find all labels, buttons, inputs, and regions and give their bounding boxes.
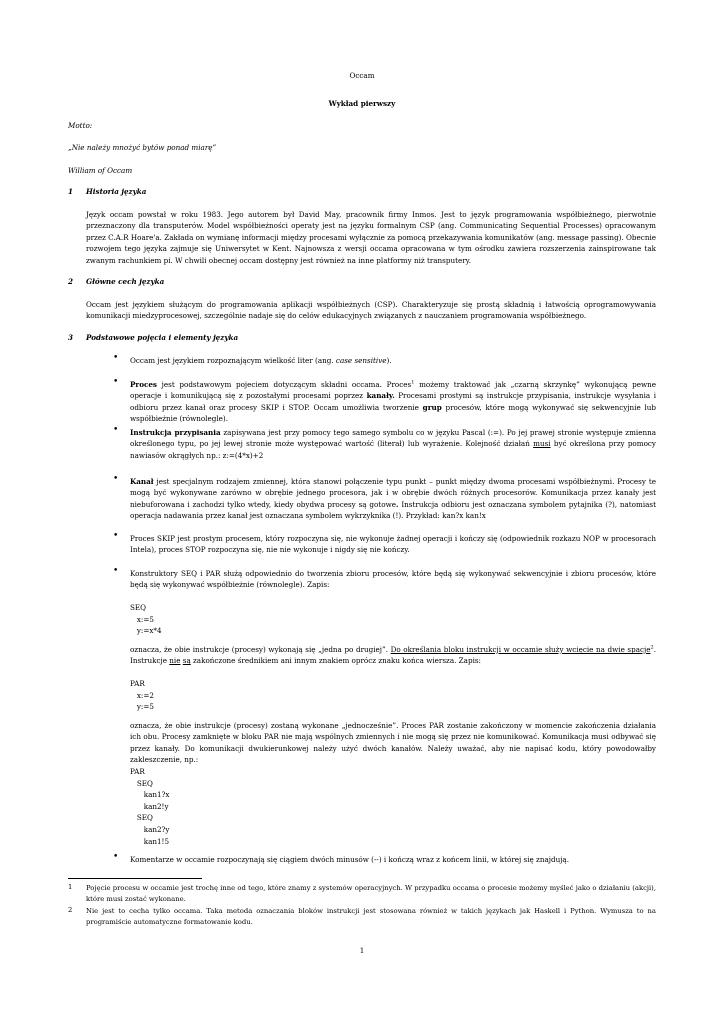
bullet-comments: Komentarze w occamie rozpoczynają się ciągiem dwóch minusów (--) i kończą wraz z końcem linii, w której się znajdują. [130,855,570,864]
bullet-case-sensitive: Occam jest językiem rozpoznającym wielkość liter (ang. case sensitive). [130,356,392,365]
footnote-separator [68,878,202,879]
bullet-icon: • [113,425,119,435]
section-heading: Główne cech języka [86,277,165,286]
footnote-ref: 2 [650,644,654,651]
section-heading: Historia języka [86,187,147,196]
code-block-par: PAR x:=2 y:=5 [130,679,154,712]
bullet-icon: • [113,566,119,576]
bullet-icon: • [113,852,119,862]
page-number: 1 [359,946,365,955]
footnote-ref: 1 [411,379,415,386]
footnote-text: Pojęcie procesu w occamie jest trochę inne od tego, które znamy z systemów operacyjnych. W przypadku occama o procesie możemy myśleć jako o działaniu (akcji), które musi zostać wykonane. [86,884,656,903]
bullet-instrukcja-przypisania: Instrukcja przypisania zapisywana jest przy pomocy tego samego symbolu co w języku Pascal (:=). Po jej prawej stronie występuje zmienna określonego typu, po jej lewej stronie może występować wartość (literał) lub wyrażenie. Kolejność działań musi być określona przy pomocy nawiasów okrągłych np.: z:=(4*x)+2 [130,428,656,460]
code-block-deadlock: PAR SEQ kan1?x kan2!y SEQ kan2?y kan1!5 [130,767,170,846]
seq-explanation: oznacza, że obie instrukcje (procesy) wykonają się „jedna po drugiej”. Do określania bloku instrukcji w occamie służy wcięcie na dwie spacje$^2$. Instrukcje nie są zakończone średnikiem ani innym znakiem oprócz znaku końca wiersza. Zapis: [130,644,656,666]
section-heading: Podstawowe pojęcia i elementy języka [86,333,239,342]
bullet-icon: • [113,531,119,541]
bullet-icon: • [113,353,119,363]
motto-author: William of Occam [68,166,133,175]
motto-quote: „Nie należy mnożyć bytów ponad miarę” [68,143,217,152]
bullet-skip-stop: Proces SKIP jest prostym procesem, który rozpoczyna się, nie wykonuje żadnej operacji i kończy się (odpowiednik rozkazu NOP w procesorach Intela), proces STOP rozpoczyna się, nie nie wykonuje i nigdy się nie kończy. [130,534,656,555]
section-number: 2 [68,277,74,286]
code-block-seq: SEQ x:=5 y:=x*4 [130,603,162,636]
bullet-seq-par: Konstruktory SEQ i PAR służą odpowiednio do tworzenia zbioru procesów, które będą się wykonywać sekwencyjnie i zbioru procesów, które będą się wykonywać współbieżnie (równolegle). Zapis: [130,569,656,590]
section-number: 1 [68,187,74,196]
section-paragraph: Occam jest językiem służącym do programowania aplikacji współbieżnych (CSP). Charakteryzuje się prostą składnią i łatwością oprogramowywania komunikacji miedzyprocesowej, szczególnie nadaje się do celów edukacyjnych związanych z nauczaniem programowania współbieżnego. [86,300,656,321]
footnote-text: Nie jest to cecha tylko occama. Taka metoda oznaczania bloków instrukcji jest stosowana również w takich językach jak Haskell i Python. Wymusza to na programiście automatyczne formatowanie kodu. [86,907,656,926]
bullet-icon: • [113,377,119,387]
footnote-number: 2 [68,906,73,914]
bullet-kanal: Kanał jest specjalnym rodzajem zmiennej, która stanowi połączenie typu punkt – punkt między dwoma procesami współbieżnymi. Procesy te mogą być wykonywane zarówno w obrębie jednego procesora, jak i w obrębie dwóch różnych procesorów. Komunikacja przez kanały jest niebuforowana i zachodzi tylko wtedy, kiedy obydwa procesy są gotowe. Instrukcja odbioru jest oznaczana symbolem pytajnika (?), natomiast operacja nadawania przez kanał jest oznaczana symbolem wykrzyknika (!). Przykład: kan?x kan!x [130,477,656,521]
par-explanation: oznacza, że obie instrukcje (procesy) zostaną wykonane „jednocześnie”. Proces PAR zostanie zakończony w momencie zakończenia działania ich obu. Procesy zamknięte w bloku PAR nie mają wspólnych zmiennych i nie mogą się przez nie komunikować. Komunikacja musi odbywać się przez kanały. Do komunikacji dwukierunkowej należy użyć dwóch kanałów. Należy uważać, aby nie napisać kodu, który powodowałby zakleszczenie, np.: [130,721,656,765]
lecture-title: Wykład pierwszy [328,99,396,108]
document-title: Occam [349,71,375,80]
footnote-number: 1 [68,883,73,891]
bullet-icon: • [113,474,119,484]
motto-label: Motto: [68,121,93,130]
bullet-proces: Proces jest podstawowym pojeciem dotyczącym składni occama. Proces$^1$ możemy traktować jak „czarną skrzynkę” wykonującą pewne operacje i komunikującą się z pozostałymi procesami poprzez kanały. Procesami prostymi są instrukcje przypisania, instrukcje wysyłania i odbioru przez kanał oraz procesy SKIP i STOP. Occam umożliwia tworzenie grup procesów, które mogą wykonywać się sekwencyjnie lub współbieżnie (równolegle). [130,379,657,424]
section-paragraph: Język occam powstał w roku 1983. Jego autorem był David May, pracownik firmy Inmos. Jest to język programowania współbieżnego, pierwotnie przeznaczony dla transputerów. Model współbieżności operaty jest na języku formalnym CSP (ang. Communicating Sequential Processes) opracowanym przez C.A.R Hoare'a. Zakłada on wymianę informacji między procesami wyłącznie za pomocą przekazywania komunikatów (ang. message passing). Obecnie rozwojem tego języka zajmuje się Uniwersytet w Kent. Najnowsza z wersji occama opracowana w tym ośrodku zawiera rozszerzenia zainspirowane tak zwanym rachunkiem pi. W chwili obecnej occam dostępny jest również na inne platformy niż transputery. [86,210,656,265]
section-number: 3 [68,333,74,342]
